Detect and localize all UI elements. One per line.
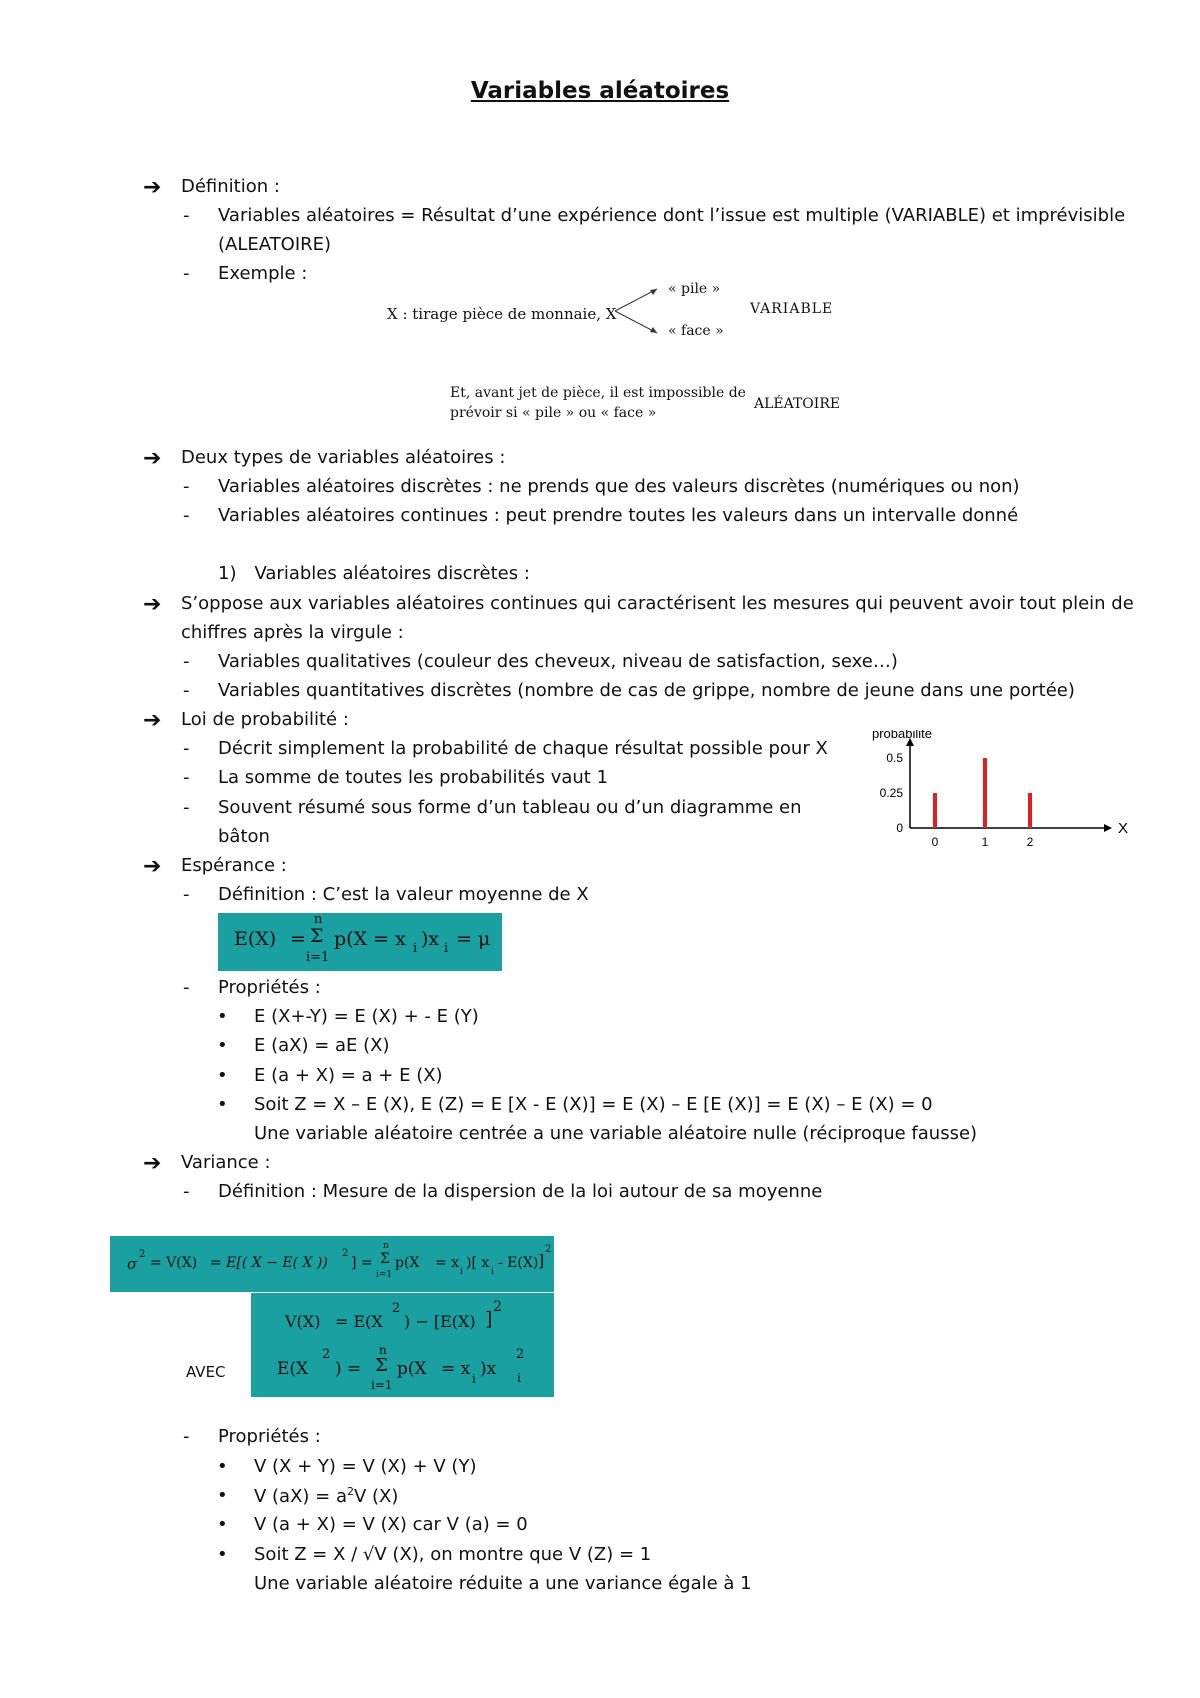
variance-prop-4-note: Une variable aléatoire réduite a une variance égale à 1 <box>254 1573 752 1594</box>
bullet: • <box>217 1485 228 1506</box>
esperance-heading: Espérance : <box>181 855 287 876</box>
oppose-line-continued: chiffres après la virgule : <box>181 622 404 643</box>
quantitative-item: Variables quantitatives discrètes (nombre de cas de grippe, nombre de jeune dans une portée) <box>218 680 1075 701</box>
esperance-props-label: Propriétés : <box>218 977 321 998</box>
bullet: • <box>217 1514 228 1535</box>
section-1-heading: 1) Variables aléatoires discrètes : <box>218 563 530 584</box>
loi-item-3: Souvent résumé sous forme d’un tableau ou d’un diagramme en <box>218 797 802 818</box>
arrow-icon: ➔ <box>143 854 162 879</box>
diagram-pile: « pile » <box>668 281 721 297</box>
dash: - <box>183 1181 190 1202</box>
dash: - <box>183 738 190 759</box>
x-tick-label: 2 <box>1026 835 1034 849</box>
esperance-prop-2: E (aX) = aE (X) <box>254 1035 390 1056</box>
loi-item-2: La somme de toutes les probabilités vaut 1 <box>218 767 609 788</box>
esperance-prop-4: Soit Z = X – E (X), E (Z) = E [X - E (X)] = E (X) – E [E (X)] = E (X) – E (X) = 0 <box>254 1094 933 1115</box>
x-axis-label: X <box>1118 820 1129 837</box>
x-tick-label: 0 <box>931 835 939 849</box>
dash: - <box>183 884 190 905</box>
arrow-icon: ➔ <box>143 446 162 471</box>
variance-prop-1: V (X + Y) = V (X) + V (Y) <box>254 1456 477 1477</box>
arrow-icon: ➔ <box>143 708 162 733</box>
bullet: • <box>217 1006 228 1027</box>
dash: - <box>183 505 190 526</box>
variance-heading: Variance : <box>181 1152 271 1173</box>
dash: - <box>183 797 190 818</box>
types-item-continuous: Variables aléatoires continues : peut prendre toutes les valeurs dans un intervalle donné <box>218 505 1019 526</box>
bullet: • <box>217 1065 228 1086</box>
diagram-sentence-1: Et, avant jet de pièce, il est impossible de <box>450 385 746 401</box>
definition-heading: Définition : <box>181 176 280 197</box>
variance-prop-4: Soit Z = X / √V (X), on montre que V (Z) = 1 <box>254 1544 652 1565</box>
diagram-aleatoire: ALÉATOIRE <box>754 396 841 412</box>
bullet: • <box>217 1456 228 1477</box>
dash: - <box>183 476 190 497</box>
esperance-prop-1: E (X+-Y) = E (X) + - E (Y) <box>254 1006 479 1027</box>
x-tick-label: 1 <box>981 835 989 849</box>
esperance-prop-3: E (a + X) = a + E (X) <box>254 1065 443 1086</box>
dash: - <box>183 1426 190 1447</box>
variance-props-label: Propriétés : <box>218 1426 321 1447</box>
sigma-sum-icon: Σ <box>310 925 324 947</box>
types-heading: Deux types de variables aléatoires : <box>181 447 506 468</box>
example-label: Exemple : <box>218 263 308 284</box>
esperance-prop-4-note: Une variable aléatoire centrée a une variable aléatoire nulle (réciproque fausse) <box>254 1123 978 1144</box>
page-title: Variables aléatoires <box>470 78 730 104</box>
esperance-formula-box: E(X) = n Σ i=1 p(X = x i )x i = μ <box>218 913 502 971</box>
arrow-icon: ➔ <box>143 1151 162 1176</box>
bar <box>1028 793 1032 828</box>
variance-formula-box: σ 2 = V(X) = E[( X − E( X )) 2 ] = n Σ i=1 p(X = x i )[ x i - E(X) ] 2 <box>110 1236 554 1292</box>
diagram-face: « face » <box>668 323 724 339</box>
dash: - <box>183 977 190 998</box>
diagram-sentence-2: prévoir si « pile » ou « face » <box>450 405 657 421</box>
variance-formula-box-2: V(X) = E(X 2 ) − [E(X) ] 2 E(X 2 ) = n Σ i=1 p(X = x i )x 2 i <box>251 1293 554 1397</box>
branch-arrows <box>612 283 662 339</box>
sigma-sum-icon: Σ <box>380 1251 390 1267</box>
probability-bar-chart <box>860 730 1140 850</box>
variance-prop-3: V (a + X) = V (X) car V (a) = 0 <box>254 1514 528 1535</box>
sigma-sum-icon: Σ <box>375 1355 388 1376</box>
bullet: • <box>217 1094 228 1115</box>
arrow-icon: ➔ <box>143 175 162 200</box>
dash: - <box>183 205 190 226</box>
y-tick-label: 0.5 <box>886 751 903 765</box>
arrow-icon: ➔ <box>143 592 162 617</box>
esperance-definition: Définition : C’est la valeur moyenne de X <box>218 884 589 905</box>
diagram-left-text: X : tirage pièce de monnaie, X <box>387 305 617 323</box>
types-item-discrete: Variables aléatoires discrètes : ne prends que des valeurs discrètes (numériques ou non) <box>218 476 1020 497</box>
bar <box>933 793 937 828</box>
variance-definition: Définition : Mesure de la dispersion de la loi autour de sa moyenne <box>218 1181 823 1202</box>
dash: - <box>183 767 190 788</box>
definition-line: Variables aléatoires = Résultat d’une expérience dont l’issue est multiple (VARIABLE) et imprévisible <box>218 205 1126 226</box>
oppose-line: S’oppose aux variables aléatoires continues qui caractérisent les mesures qui peuvent avoir tout plein de <box>181 593 1134 614</box>
dash: - <box>183 680 190 701</box>
loi-item-1: Décrit simplement la probabilité de chaque résultat possible pour X <box>218 738 828 759</box>
definition-line-continued: (ALEATOIRE) <box>218 234 332 255</box>
bar <box>983 758 987 828</box>
bullet: • <box>217 1035 228 1056</box>
diagram-variable: VARIABLE <box>750 301 834 317</box>
y-tick-label: 0 <box>896 821 903 835</box>
x-axis-arrow-icon <box>1104 824 1112 832</box>
bullet: • <box>217 1544 228 1565</box>
loi-heading: Loi de probabilité : <box>181 709 349 730</box>
qualitative-item: Variables qualitatives (couleur des cheveux, niveau de satisfaction, sexe…) <box>218 651 898 672</box>
dash: - <box>183 651 190 672</box>
avec-label: AVEC <box>186 1363 226 1381</box>
variance-prop-2: V $(aX) = a^2V$ (X) <box>254 1485 399 1507</box>
loi-item-3-continued: bâton <box>218 826 270 847</box>
y-axis-label: probabilité <box>872 730 932 741</box>
y-tick-label: 0.25 <box>879 786 903 800</box>
dash: - <box>183 263 190 284</box>
